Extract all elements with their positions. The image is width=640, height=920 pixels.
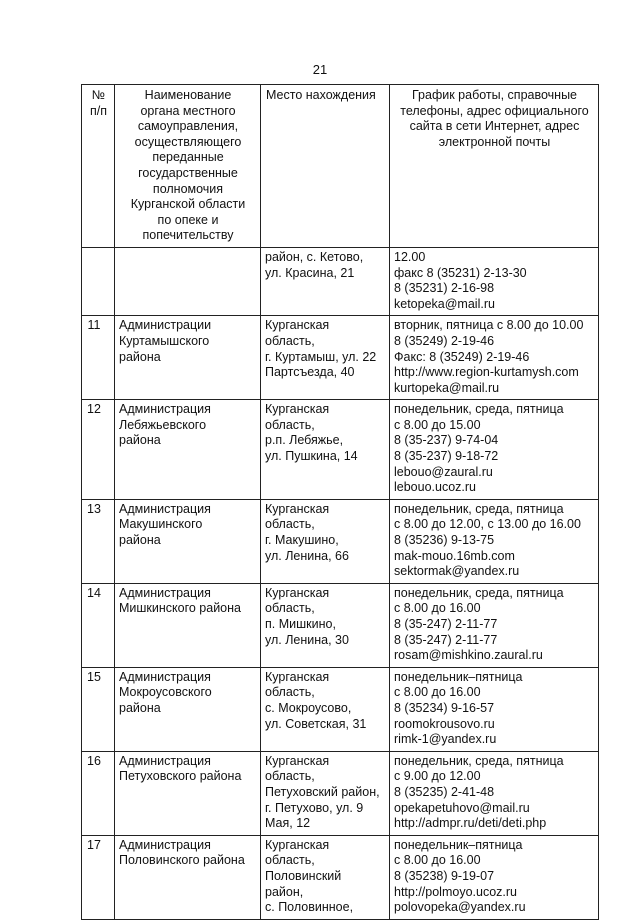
contacts-line: с 8.00 до 16.00 <box>394 685 481 700</box>
contacts-line: 8 (35231) 2-16-98 <box>394 281 495 296</box>
contacts-line[interactable]: lebouo.ucoz.ru <box>394 480 477 495</box>
contacts-line[interactable]: http://www.region-kurtamysh.com <box>394 365 579 380</box>
body-line: Администрация <box>119 837 211 852</box>
place-line: Курганская <box>265 501 330 516</box>
place-line: область, <box>265 417 315 432</box>
authorities-table <box>81 84 599 920</box>
header-body-line: полномочия <box>152 181 224 196</box>
contacts-line: факс 8 (35231) 2-13-30 <box>394 265 527 280</box>
contacts-line: с 8.00 до 16.00 <box>394 601 481 616</box>
location-cell <box>261 583 390 667</box>
row-number: 13 <box>82 499 115 583</box>
header-contacts-line: телефоны, адрес официального <box>400 103 589 118</box>
table-row <box>82 247 599 315</box>
table-body <box>82 247 599 919</box>
place-line: Курганская <box>265 402 330 417</box>
header-body-line: попечительству <box>142 228 234 243</box>
body-line: района <box>119 349 161 364</box>
header-contacts <box>390 85 599 248</box>
place-line: область, <box>265 601 315 616</box>
contacts-line: с 8.00 до 12.00, с 13.00 до 16.00 <box>394 517 581 532</box>
place-line: Партсъезда, 40 <box>265 365 355 380</box>
contacts-cell <box>390 751 599 835</box>
body-line: района <box>119 533 161 548</box>
place-line: с. Мокроусово, <box>265 700 352 715</box>
table-row <box>82 499 599 583</box>
contacts-line: 8 (35238) 9-19-07 <box>394 868 495 883</box>
authority-name-cell <box>115 400 261 500</box>
body-line: района <box>119 433 161 448</box>
place-line: г. Куртамыш, ул. 22 <box>265 349 377 364</box>
contacts-line: 8 (35-247) 2-11-77 <box>394 632 498 647</box>
place-line: район, <box>265 884 304 899</box>
contacts-line[interactable]: kurtopeka@mail.ru <box>394 380 500 395</box>
table-row <box>82 835 599 919</box>
place-line: ул. Ленина, 30 <box>265 632 349 647</box>
body-line: Администрация <box>119 585 211 600</box>
row-number: 12 <box>82 400 115 500</box>
contacts-line: с 9.00 до 12.00 <box>394 769 481 784</box>
contacts-cell <box>390 583 599 667</box>
header-body-line: переданные <box>152 150 224 165</box>
table-row <box>82 583 599 667</box>
place-line: область, <box>265 333 315 348</box>
header-body-line: Наименование <box>144 88 232 102</box>
contacts-cell <box>390 400 599 500</box>
location-cell <box>261 247 390 315</box>
contacts-line[interactable]: polovopeka@yandex.ru <box>394 900 526 915</box>
contacts-line[interactable]: http://admpr.ru/deti/deti.php <box>394 816 547 831</box>
body-line: Мишкинского района <box>119 601 241 616</box>
contacts-cell <box>390 247 599 315</box>
authority-name-cell <box>115 499 261 583</box>
place-line: область, <box>265 517 315 532</box>
authority-name-cell <box>115 835 261 919</box>
place-line: ул. Советская, 31 <box>265 716 367 731</box>
header-body-line: осуществляющего <box>134 134 242 149</box>
body-line: Куртамышского <box>119 333 210 348</box>
table-row <box>82 751 599 835</box>
row-number: 11 <box>82 316 115 400</box>
place-line: ул. Пушкина, 14 <box>265 449 358 464</box>
place-line: район, с. Кетово, <box>265 249 364 264</box>
header-contacts-line: сайта в сети Интернет, адрес <box>409 119 580 134</box>
header-body-line: по опеке и <box>157 212 219 227</box>
place-line: Курганская <box>265 318 330 333</box>
location-cell <box>261 316 390 400</box>
authority-name-cell <box>115 247 261 315</box>
authority-name-cell <box>115 667 261 751</box>
body-line: Администрация <box>119 402 211 417</box>
header-body-name <box>115 85 261 248</box>
contacts-line: с 8.00 до 15.00 <box>394 417 481 432</box>
place-line: Курганская <box>265 753 330 768</box>
header-body-line: самоуправления, <box>137 119 239 134</box>
body-line: Мокроусовского <box>119 685 212 700</box>
contacts-line: 8 (35-237) 9-18-72 <box>394 449 499 464</box>
location-cell <box>261 499 390 583</box>
contacts-line: понедельник–пятница <box>394 669 523 684</box>
authority-name-cell <box>115 583 261 667</box>
row-number <box>82 247 115 315</box>
contacts-line: 8 (35236) 9-13-75 <box>394 533 495 548</box>
body-line: Администрации <box>119 318 212 333</box>
contacts-cell <box>390 316 599 400</box>
header-body-line: органа местного <box>140 103 236 118</box>
contacts-line: 12.00 <box>394 249 426 264</box>
contacts-line: вторник, пятница с 8.00 до 10.00 <box>394 318 584 333</box>
contacts-cell <box>390 499 599 583</box>
row-number: 14 <box>82 583 115 667</box>
header-location <box>261 85 390 248</box>
contacts-line: понедельник, среда, пятница <box>394 585 564 600</box>
table-header-row <box>82 85 599 248</box>
place-line: п. Мишкино, <box>265 617 336 631</box>
row-number: 17 <box>82 835 115 919</box>
body-line: района <box>119 700 161 715</box>
header-body-line: государственные <box>138 165 238 180</box>
contacts-cell <box>390 835 599 919</box>
row-number: 16 <box>82 751 115 835</box>
contacts-line[interactable]: rimk-1@yandex.ru <box>394 732 497 747</box>
contacts-line: 8 (35-237) 9-74-04 <box>394 433 499 448</box>
contacts-line: 8 (35249) 2-19-46 <box>394 333 495 348</box>
contacts-line[interactable]: http://polmoyo.ucoz.ru <box>394 884 517 899</box>
header-num-line: п/п <box>89 103 107 118</box>
body-line: Администрация <box>119 753 211 768</box>
place-line: область, <box>265 769 315 784</box>
place-line: г. Макушино, <box>265 533 339 548</box>
location-cell <box>261 400 390 500</box>
contacts-cell <box>390 667 599 751</box>
place-line: г. Петухово, ул. 9 <box>265 800 364 815</box>
contacts-line[interactable]: lebouo@zaural.ru <box>394 464 493 479</box>
header-num <box>82 85 115 248</box>
contacts-line: понедельник, среда, пятница <box>394 402 564 417</box>
location-cell <box>261 667 390 751</box>
place-line: область, <box>265 685 315 700</box>
contacts-line[interactable]: roomokrousovo.ru <box>394 716 495 731</box>
place-line: Курганская <box>265 837 330 852</box>
place-line: Половинский <box>265 868 342 883</box>
place-line: ул. Красина, 21 <box>265 265 355 280</box>
contacts-line: понедельник–пятница <box>394 837 523 852</box>
location-cell <box>261 751 390 835</box>
body-line: Лебяжьевского <box>119 417 207 432</box>
place-line: Курганская <box>265 585 330 600</box>
contacts-line: 8 (35-247) 2-11-77 <box>394 617 498 631</box>
header-contacts-line: График работы, справочные <box>411 88 578 102</box>
contacts-line: 8 (35235) 2-41-48 <box>394 784 495 799</box>
place-line: Мая, 12 <box>265 816 311 831</box>
page-number: 21 <box>312 62 328 77</box>
place-line: ул. Ленина, 66 <box>265 548 349 563</box>
contacts-line: с 8.00 до 16.00 <box>394 853 481 868</box>
contacts-line[interactable]: sektormak@yandex.ru <box>394 564 520 579</box>
contacts-line: Факс: 8 (35249) 2-19-46 <box>394 349 530 364</box>
body-line: Администрация <box>119 501 211 516</box>
table-row <box>82 667 599 751</box>
body-line: Макушинского <box>119 517 203 532</box>
place-line: с. Половинное, <box>265 900 354 915</box>
header-contacts-line: электронной почты <box>438 134 551 149</box>
authority-name-cell <box>115 316 261 400</box>
row-number: 15 <box>82 667 115 751</box>
contacts-line: понедельник, среда, пятница <box>394 753 564 768</box>
authority-name-cell <box>115 751 261 835</box>
body-line: Администрация <box>119 669 211 684</box>
location-cell <box>261 835 390 919</box>
contacts-line[interactable]: rosam@mishkino.zaural.ru <box>394 648 543 663</box>
contacts-line: 8 (35234) 9-16-57 <box>394 700 495 715</box>
contacts-line[interactable]: mak-mouo.16mb.com <box>394 548 515 563</box>
place-line: р.п. Лебяжье, <box>265 433 344 448</box>
table-row <box>82 400 599 500</box>
contacts-line[interactable]: ketopeka@mail.ru <box>394 296 495 311</box>
place-line: область, <box>265 853 315 868</box>
header-body-line: Курганской области <box>130 197 246 212</box>
header-num-line: № <box>91 88 106 102</box>
place-line: Петуховский район, <box>265 784 380 799</box>
table-row <box>82 316 599 400</box>
body-line: Петуховского района <box>119 769 242 784</box>
contacts-line[interactable]: opekapetuhovo@mail.ru <box>394 800 530 815</box>
body-line: Половинского района <box>119 853 245 868</box>
header-place-line: Место нахождения <box>266 88 376 102</box>
contacts-line: понедельник, среда, пятница <box>394 501 564 516</box>
place-line: Курганская <box>265 669 330 684</box>
